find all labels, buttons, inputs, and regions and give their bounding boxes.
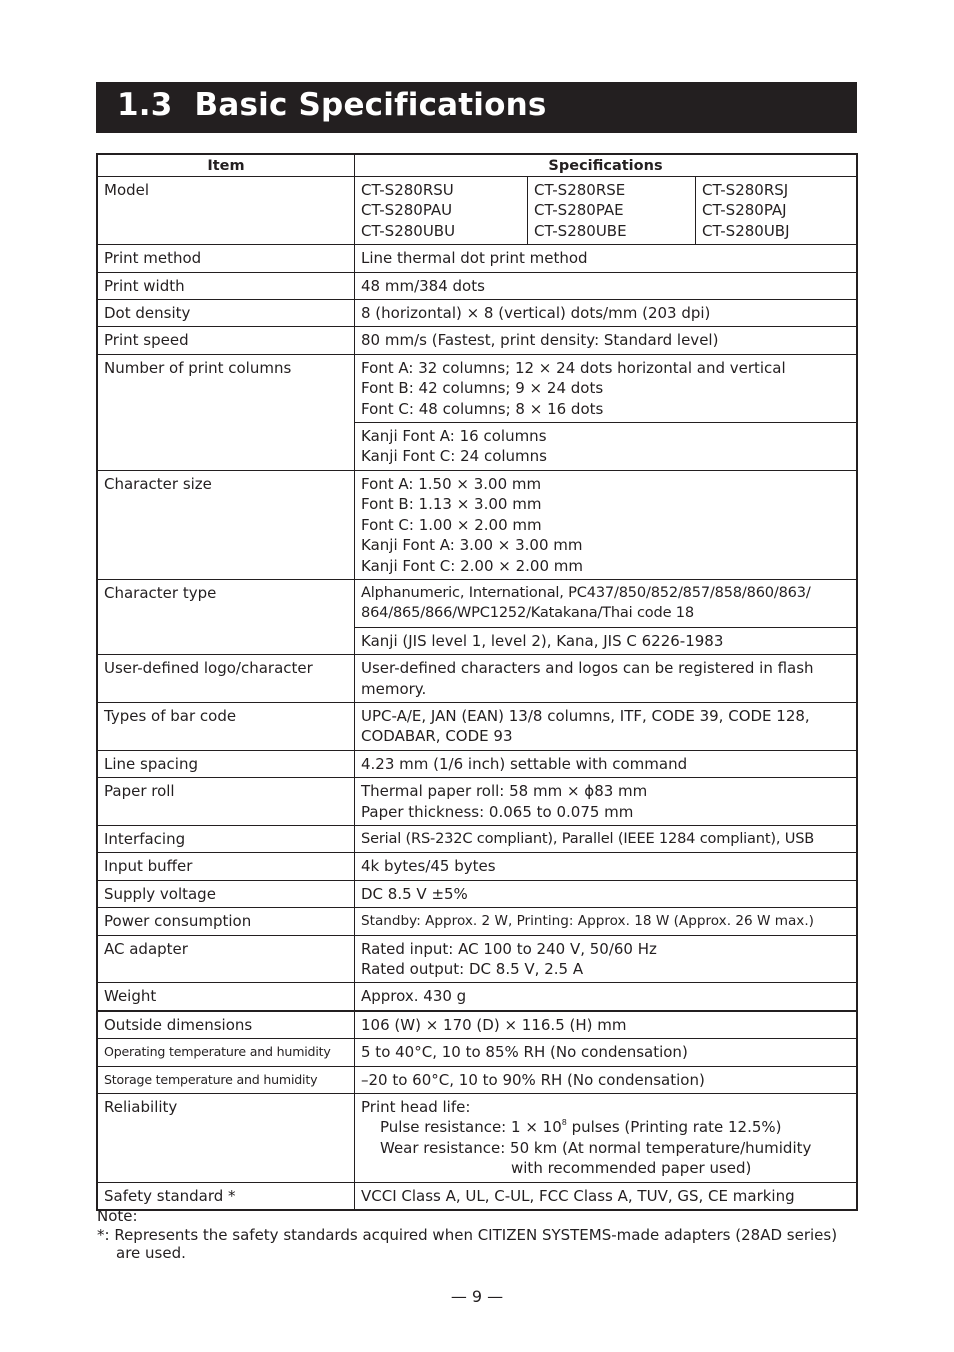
item-label: Outside dimensions — [97, 1011, 355, 1039]
table-row — [97, 470, 857, 579]
spec-value: UPC-A/E, JAN (EAN) 13/8 columns, ITF, CODE 39, CODE 128, CODABAR, CODE 93 — [355, 702, 858, 750]
pulse-resistance: Pulse resistance: $1 \times 10^8$ pulses (Printing rate 12.5%) — [380, 1118, 782, 1137]
section-title: 1.3 Basic Specifications — [117, 87, 547, 123]
item-label: Model — [97, 177, 355, 245]
table-header-row — [97, 154, 857, 177]
specifications-header: Specifications — [355, 154, 858, 177]
table-row — [97, 853, 857, 880]
spec-value: Rated input: AC 100 to 240 V, 50/60 Hz Rated output: DC 8.5 V, 2.5 A — [355, 935, 858, 983]
spec-value: Kanji (JIS level 1, level 2), Kana, JIS C 6226-1983 — [355, 627, 858, 654]
item-label: Power consumption — [97, 908, 355, 935]
spec-value: Standby: Approx. 2 W, Printing: Approx. 18 W (Approx. 26 W max.) — [355, 908, 858, 935]
model-column-2: CT-S280RSE CT-S280PAE CT-S280UBE — [528, 177, 696, 245]
table-row — [97, 702, 857, 750]
item-label: Paper roll — [97, 778, 355, 826]
table-row — [97, 983, 857, 1011]
item-label: Input buffer — [97, 853, 355, 880]
table-row — [97, 778, 857, 826]
spec-value: DC 8.5 V ±5% — [355, 880, 858, 907]
specifications-table — [96, 153, 858, 1211]
table-row — [97, 880, 857, 907]
model-column-1: CT-S280RSU CT-S280PAU CT-S280UBU — [355, 177, 528, 245]
item-label: Storage temperature and humidity — [97, 1066, 355, 1093]
item-label: Supply voltage — [97, 880, 355, 907]
spec-value: Line thermal dot print method — [355, 245, 858, 272]
item-label: Line spacing — [97, 750, 355, 777]
item-label: Safety standard * — [97, 1182, 355, 1210]
item-label: Print method — [97, 245, 355, 272]
table-row — [97, 1066, 857, 1093]
table-row — [97, 1039, 857, 1066]
item-label: Reliability — [97, 1094, 355, 1183]
table-row — [97, 272, 857, 299]
page-number: — 9 — — [450, 1287, 504, 1306]
spec-value: 80 mm/s (Fastest, print density: Standard level) — [355, 327, 858, 354]
table-row — [97, 825, 857, 852]
spec-value: Font A: 1.50 × 3.00 mm Font B: 1.13 × 3.00 mm Font C: 1.00 × 2.00 mm Kanji Font A: 3.00 × 3.00 mm Kanji Font C: 2.00 × 2.00 mm — [355, 470, 858, 579]
spec-value: 4.23 mm (1/6 inch) settable with command — [355, 750, 858, 777]
table-row — [97, 1011, 857, 1039]
table-row — [97, 655, 857, 703]
note-label: Note: — [97, 1207, 138, 1225]
table-row — [97, 935, 857, 983]
spec-value: Font A: 32 columns; 12 × 24 dots horizontal and vertical Font B: 42 columns; 9 × 24 dots Font C: 48 columns; 8 × 16 dots — [355, 354, 858, 422]
spec-value: 48 mm/384 dots — [355, 272, 858, 299]
table-row — [97, 750, 857, 777]
model-column-3: CT-S280RSJ CT-S280PAJ CT-S280UBJ — [696, 177, 858, 245]
table-row — [97, 245, 857, 272]
item-label: Print width — [97, 272, 355, 299]
item-label: Interfacing — [97, 825, 355, 852]
item-label: Weight — [97, 983, 355, 1011]
item-label: Number of print columns — [97, 354, 355, 470]
item-label: Dot density — [97, 300, 355, 327]
table-row — [97, 354, 857, 422]
table-row — [97, 908, 857, 935]
table-row — [97, 327, 857, 354]
item-label: Character size — [97, 470, 355, 579]
table-row — [97, 300, 857, 327]
spec-value: 5 to 40°C, 10 to 85% RH (No condensation) — [355, 1039, 858, 1066]
spec-value: Serial (RS-232C compliant), Parallel (IEEE 1284 compliant), USB — [355, 825, 858, 852]
note-text: *: Represents the safety standards acquired when CITIZEN SYSTEMS-made adapters (28AD series) — [97, 1225, 838, 1244]
spec-value: –20 to 60°C, 10 to 90% RH (No condensation) — [355, 1066, 858, 1093]
table-row — [97, 1182, 857, 1210]
table-row — [97, 177, 857, 245]
item-label: Print speed — [97, 327, 355, 354]
spec-value: User-defined characters and logos can be registered in flash memory. — [355, 655, 858, 703]
item-label: Operating temperature and humidity — [97, 1039, 355, 1066]
item-label: User-defined logo/character — [97, 655, 355, 703]
note-text-continued: are used. — [116, 1244, 186, 1262]
table-row — [97, 1094, 857, 1183]
item-label: AC adapter — [97, 935, 355, 983]
item-header: Item — [97, 154, 355, 177]
table-row — [97, 579, 857, 627]
spec-value: 8 (horizontal) × 8 (vertical) dots/mm (203 dpi) — [355, 300, 858, 327]
spec-value: Print head life: Pulse resistance: $1 \times 10^8$ pulses (Printing rate 12.5%) Wear resistance: 50 km (At normal temperature/humidity with recommended paper used) — [355, 1094, 858, 1183]
spec-value: 4k bytes/45 bytes — [355, 853, 858, 880]
spec-value: 106 (W) × 170 (D) × 116.5 (H) mm — [355, 1011, 858, 1039]
item-label: Character type — [97, 579, 355, 654]
footnote — [97, 1207, 867, 1263]
spec-value: Approx. 430 g — [355, 983, 858, 1011]
spec-value: Alphanumeric, International, PC437/850/852/857/858/860/863/ 864/865/866/WPC1252/Katakana/Thai code 18 — [355, 579, 858, 627]
section-heading — [96, 82, 857, 133]
spec-value: VCCI Class A, UL, C-UL, FCC Class A, TUV, GS, CE marking — [355, 1182, 858, 1210]
spec-value: Kanji Font A: 16 columns Kanji Font C: 24 columns — [355, 423, 858, 471]
spec-value: Thermal paper roll: 58 mm × ϕ83 mm Paper thickness: 0.065 to 0.075 mm — [355, 778, 858, 826]
item-label: Types of bar code — [97, 702, 355, 750]
